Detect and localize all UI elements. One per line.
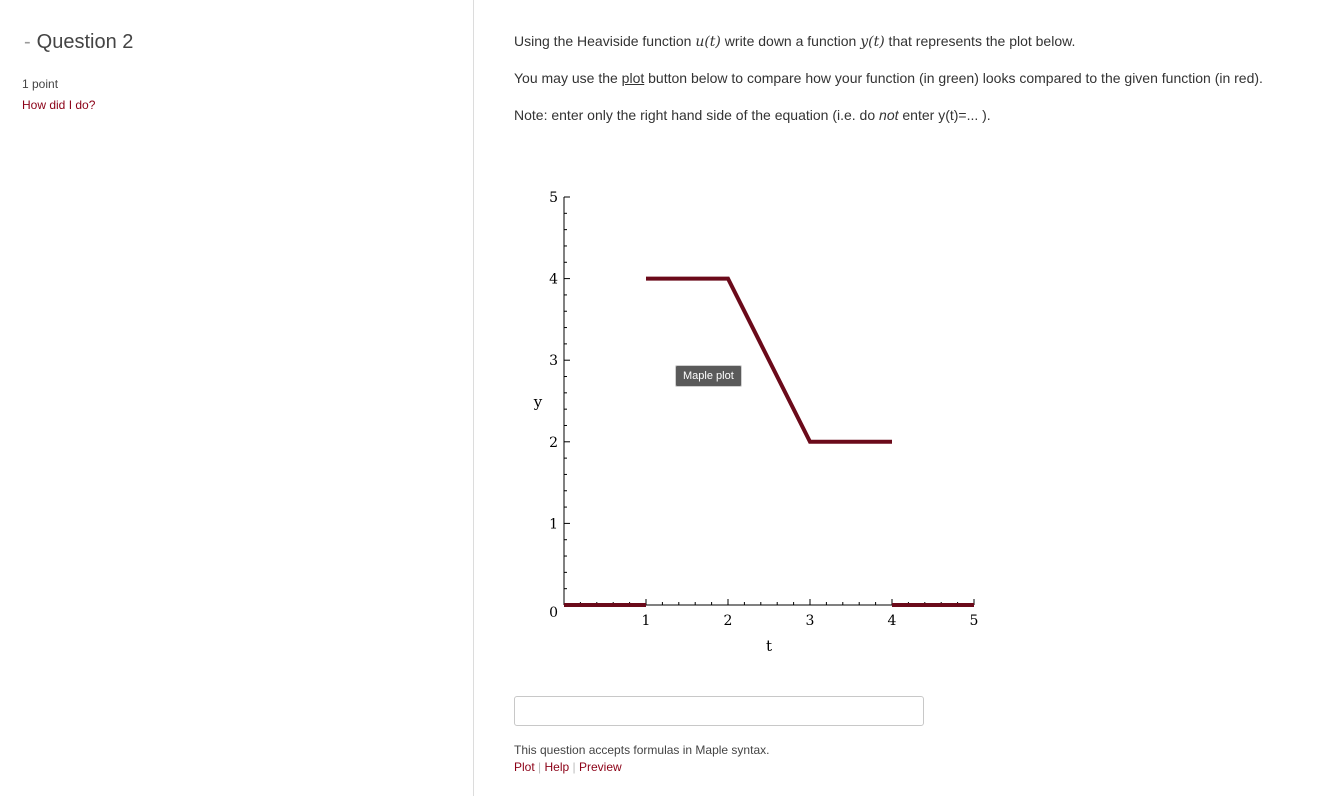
separator: | [538,760,542,774]
prompt-text: You may use the [514,70,622,86]
how-did-i-do-link[interactable]: How did I do? [22,98,96,112]
x-tick-label: 5 [969,613,979,629]
prompt-text: button below to compare how your function (in green) looks compared to the given function (in red). [644,70,1263,86]
y-tick-label: 5 [549,190,558,206]
y-tick-label: 4 [549,271,558,288]
question-sidebar [0,0,474,796]
y-tick-label: 2 [549,434,558,451]
prompt-text: write down a function [720,33,861,49]
x-tick-label: 4 [887,613,897,629]
plot-link[interactable]: Plot [514,760,535,774]
question-title-text: Question 2 [36,31,134,53]
prompt-line-1 [514,33,1075,50]
preview-link[interactable]: Preview [579,760,622,774]
x-tick-label: 1 [641,613,651,629]
math-u: u(t) [695,34,721,50]
prompt-text: Using the Heaviside function [514,33,696,49]
syntax-note: This question accepts formulas in Maple syntax. [514,743,770,757]
collapse-dash[interactable]: - [24,31,31,53]
x-tick-label: 2 [723,613,733,629]
x-tick-label: 3 [805,613,815,629]
separator: | [572,760,576,774]
plot-inline-link[interactable]: plot [621,70,645,86]
y-axis-label: y [533,393,543,411]
y-tick-label: 0 [549,605,558,621]
footer-links [514,760,622,774]
help-link[interactable]: Help [544,760,570,774]
answer-input[interactable] [514,696,924,726]
y-tick-label: 1 [549,516,558,533]
maple-plot [510,175,990,665]
prompt-text: Note: enter only the right hand side of the equation (i.e. do [514,107,880,123]
prompt-emphasis: not [879,107,899,123]
y-tick-label: 3 [549,353,558,370]
prompt-text: enter y(t)=... ). [898,107,991,123]
maple-plot-tooltip: Maple plot [675,365,742,387]
points-label: 1 point [22,77,59,91]
question-title [24,31,133,54]
prompt-text: that represents the plot below. [884,33,1076,49]
prompt-line-2 [514,70,1263,86]
x-axis-label: t [765,637,773,655]
math-y: y(t) [860,34,885,50]
prompt-line-3 [514,107,991,123]
series-line-segment [646,279,892,442]
